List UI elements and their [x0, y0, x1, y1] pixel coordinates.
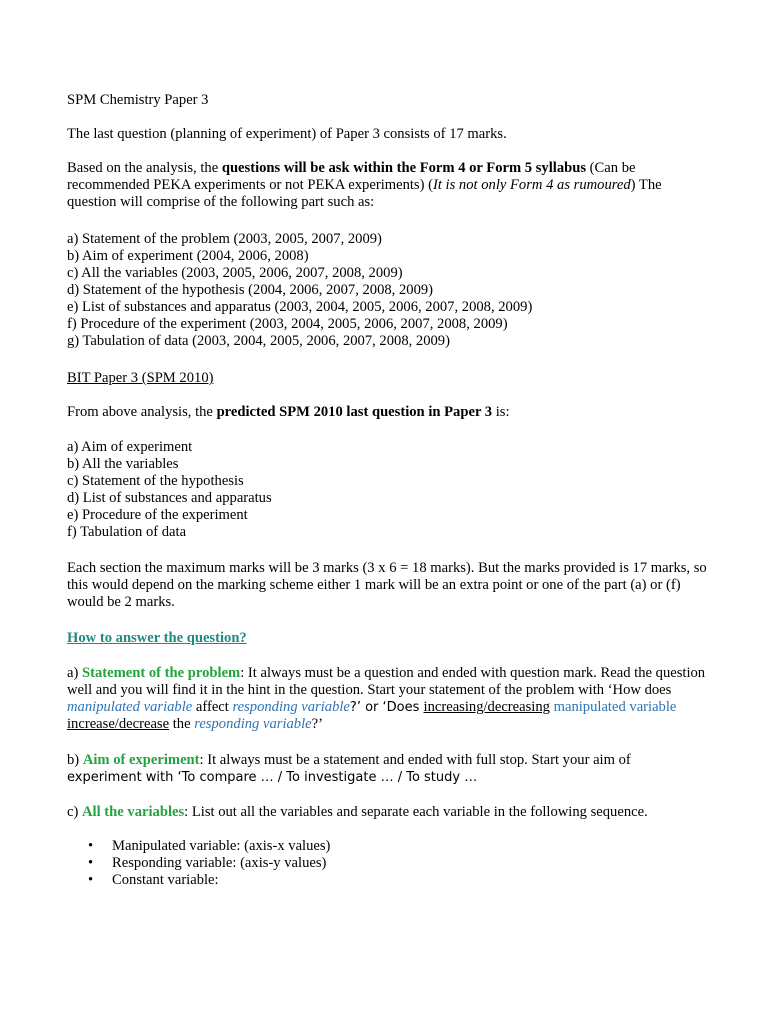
analysis-lead: Based on the analysis, the: [67, 160, 222, 176]
section-a-prefix: a): [67, 665, 82, 681]
manipulated-variable-term-2: manipulated variable: [553, 699, 677, 715]
predicted-bold: predicted SPM 2010 last question in Paper 3: [216, 404, 493, 420]
predicted-tail: is:: [492, 404, 510, 420]
section-c-prefix: c): [67, 804, 82, 820]
list-item: a) Statement of the problem (2003, 2005, 2007, 2009): [67, 231, 382, 247]
list-item: e) Procedure of the experiment: [67, 507, 248, 523]
variables-list: [88, 838, 688, 889]
list-item: b) Aim of experiment (2004, 2006, 2008): [67, 248, 309, 264]
section-c-label: All the variables: [82, 804, 185, 820]
increasing-decreasing-term: increasing/decreasing: [423, 699, 550, 715]
responding-variable-term-2: responding variable: [194, 716, 312, 732]
section-c-text: : List out all the variables and separate each variable in the following sequence.: [184, 804, 648, 820]
analysis-tail: ) The question will comprise of the following part such as:: [67, 177, 662, 210]
list-item: c) All the variables (2003, 2005, 2006, 2007, 2008, 2009): [67, 265, 403, 281]
list-item: a) Aim of experiment: [67, 439, 193, 455]
list-item: d) List of substances and apparatus: [67, 490, 272, 506]
list-item: • Responding variable: (axis-y values): [88, 855, 688, 872]
increase-decrease-term: increase/decrease: [67, 716, 170, 732]
analysis-italic: It is not only Form 4 as rumoured: [432, 177, 631, 193]
section-b-prefix: b): [67, 752, 83, 768]
page-title: SPM Chemistry Paper 3: [67, 92, 209, 108]
section-a-label: Statement of the problem: [82, 665, 241, 681]
analysis-bold: questions will be ask within the Form 4 or Form 5 syllabus: [221, 160, 587, 176]
list-item: f) Tabulation of data: [67, 524, 187, 540]
question-or: ?’ or ‘Does: [349, 700, 424, 715]
list-item: d) Statement of the hypothesis (2004, 2006, 2007, 2008, 2009): [67, 282, 434, 298]
marks-note: Each section the maximum marks will be 3 marks (3 x 6 = 18 marks). But the marks provided is 17 marks, so this would depend on the marking scheme either 1 mark will be an extra point or one of the part (a) or (f) would be 2 marks.: [67, 560, 707, 610]
list-item: e) List of substances and apparatus (2003, 2004, 2005, 2006, 2007, 2008, 2009): [67, 299, 533, 315]
list-item: g) Tabulation of data (2003, 2004, 2005, 2006, 2007, 2008, 2009): [67, 333, 450, 349]
section-b-paragraph: [67, 752, 707, 786]
section-a-text: : It always must be a question and ended with question mark. Read the question well and you will find it in the hint in the question. Start your statement of the problem with ‘How does: [67, 665, 706, 698]
list-item: f) Procedure of the experiment (2003, 2004, 2005, 2006, 2007, 2008, 2009): [67, 316, 508, 332]
analysis-paragraph: [67, 160, 707, 211]
section-b-label: Aim of experiment: [82, 752, 200, 768]
affect-word: affect: [192, 699, 233, 715]
the-word: the: [169, 716, 195, 732]
bit-heading-text: BIT Paper 3 (SPM 2010): [67, 370, 214, 386]
list-item: • Manipulated variable: (axis-x values): [88, 838, 688, 855]
responding-variable-term: responding variable: [232, 699, 350, 715]
predicted-list: [67, 439, 707, 541]
predicted-paragraph: [67, 404, 707, 421]
how-heading-text: How to answer the question?: [67, 630, 247, 646]
section-b-examples: experiment with ‘To compare … / To investigate … / To study …: [67, 770, 478, 785]
intro-paragraph: The last question (planning of experiment) of Paper 3 consists of 17 marks.: [67, 126, 507, 142]
list-item: b) All the variables: [67, 456, 179, 472]
bit-heading: [67, 370, 707, 387]
section-c-paragraph: [67, 804, 707, 821]
section-a-paragraph: [67, 665, 707, 733]
section-a-end: ?’: [311, 716, 323, 732]
list-item: c) Statement of the hypothesis: [67, 473, 244, 489]
list-item: • Constant variable:: [88, 872, 688, 889]
how-heading: [67, 630, 707, 647]
analysis-mid: (Can be recommended PEKA experiments or not PEKA experiments) (: [67, 160, 636, 193]
parts-list: [67, 231, 707, 350]
predicted-lead: From above analysis, the: [67, 404, 217, 420]
section-b-text: : It always must be a statement and ended with full stop. Start your aim of: [199, 752, 631, 768]
manipulated-variable-term: manipulated variable: [67, 699, 193, 715]
